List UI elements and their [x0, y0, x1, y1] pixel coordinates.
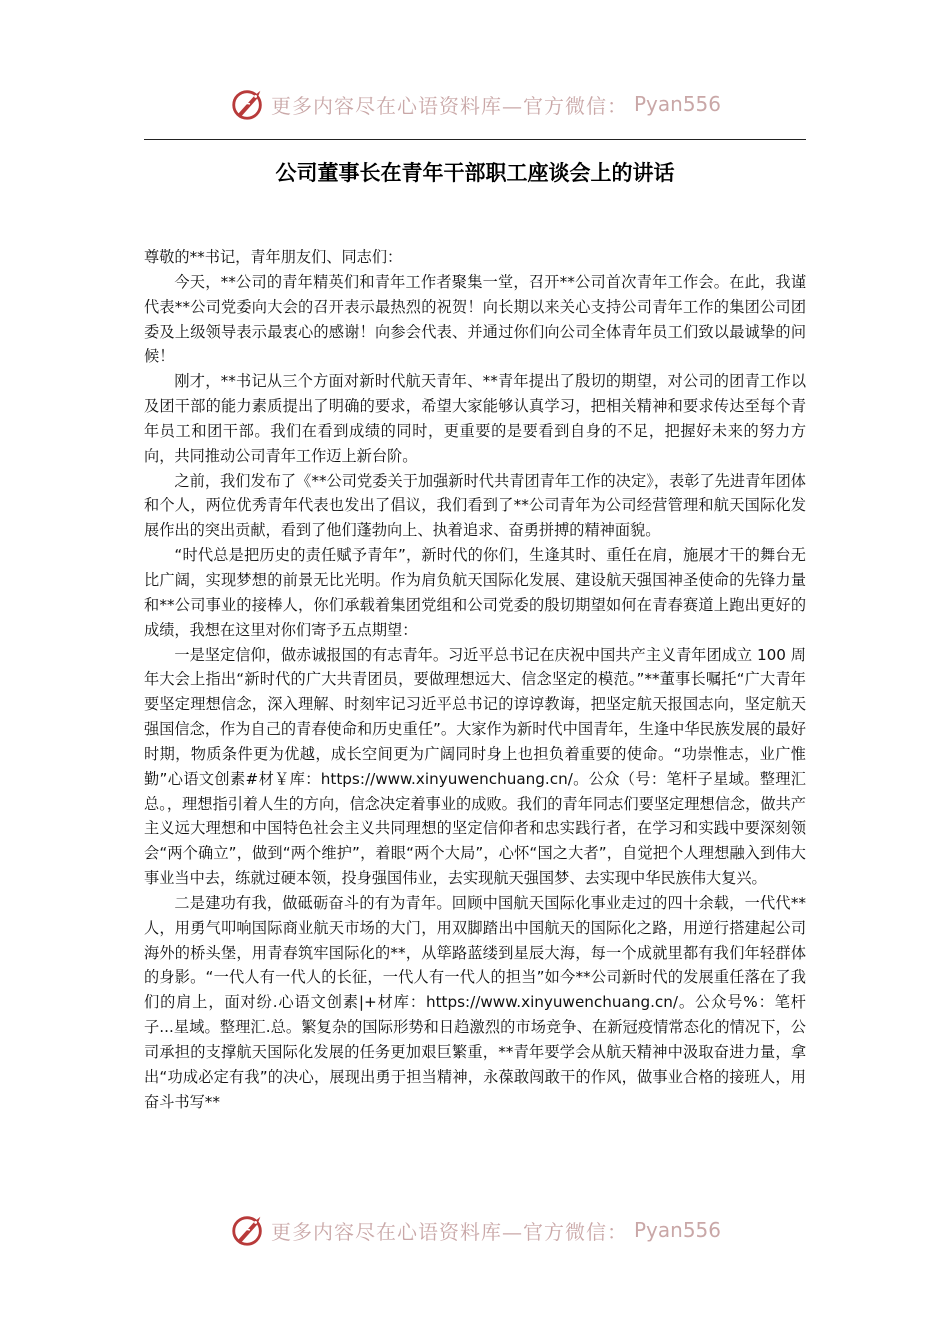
banner-handle: Pyan556	[633, 92, 721, 116]
banner-handle: Pyan556	[633, 1218, 721, 1242]
page-title: 公司董事长在青年干部职工座谈会上的讲话	[275, 161, 675, 185]
paragraph: 刚才，**书记从三个方面对新时代航天青年、**青年提出了殷切的期望，对公司的团青工作以及团干部的能力素质提出了明确的要求，希望大家能够认真学习，把相关精神和要求传达至每个青年员工和团干部。我们在看到成绩的同时，更重要的是要看到自身的不足，把握好未来的努力方向，共同推动公司青年工作迈上新台阶。	[144, 372, 806, 465]
document-body	[144, 245, 806, 1115]
footer-banner	[0, 1208, 950, 1252]
paragraph: 之前，我们发布了《**公司党委关于加强新时代共青团青年工作的决定》，表彰了先进青年团体和个人，两位优秀青年代表也发出了倡议，我们看到了**公司青年为公司经营管理和航天国际化发展作出的突出贡献，看到了他们蓬勃向上、执着追求、奋勇拼搏的精神面貌。	[144, 471, 806, 540]
paragraph: 一是坚定信仰，做赤诚报国的有志青年。习近平总书记在庆祝中国共产主义青年团成立 100 周年大会上指出“新时代的广大共青团员，要做理想远大、信念坚定的模范。”**董事长嘱托“广大青年要坚定理想信念，深入理解、时刻牢记习近平总书记的谆谆教诲，把坚定航天报国志向，坚定航天强国信念，作为自己的青春使命和历史重任”。大家作为新时代中国青年，生逢中华民族发展的最好时期，物质条件更为优越，成长空间更为广阔同时身上也担负着重要的使命。“功崇惟志，业广惟勤”心语文创素#材￥库：https://www.xinyuwenchuang.cn/。公众（号：笔杆子星域。整理汇总。，理想指引着人生的方向，信念决定着事业的成败。我们的青年同志们要坚定理想信念，做共产主义远大理想和中国特色社会主义共同理想的坚定信仰者和忠实践行者，在学习和实践中要深刻领会“两个确立”，做到“两个维护”，着眼“两个大局”，心怀“国之大者”，自觉把个人理想融入到伟大事业当中去，练就过硬本领，投身强国伟业，去实现航天强国梦、去实现中华民族伟大复兴。	[144, 645, 806, 888]
pen-nib-logo-icon	[229, 85, 267, 123]
paragraph: “时代总是把历史的责任赋予青年”，新时代的你们，生逢其时、重任在肩，施展才干的舞台无比广阔，实现梦想的前景无比光明。作为肩负航天国际化发展、建设航天强国神圣使命的先锋力量和**公司事业的接棒人，你们承载着集团党组和公司党委的殷切期望如何在青春赛道上跑出更好的成绩，我想在这里对你们寄予五点期望：	[144, 546, 806, 639]
header-banner	[0, 82, 950, 126]
paragraph: 今天，**公司的青年精英们和青年工作者聚集一堂，召开**公司首次青年工作会。在此，我谨代表**公司党委向大会的召开表示最热烈的祝贺！向长期以来关心支持公司青年工作的集团公司团委及上级领导表示最衷心的感谢！向参会代表、并通过你们向公司全体青年员工们致以最诚挚的问候！	[144, 272, 806, 366]
salutation: 尊敬的**书记，青年朋友们、同志们：	[144, 248, 403, 266]
paragraph: 二是建功有我，做砥砺奋斗的有为青年。回顾中国航天国际化事业走过的四十余载，一代代**人，用勇气叩响国际商业航天市场的大门，用双脚踏出中国航天的国际化之路，用逆行搭建起公司海外的桥头堡，用青春筑牢国际化的**，从筚路蓝缕到星辰大海，每一个成就里都有我们年轻群体的身影。“一代人有一代人的长征，一代人有一代人的担当”如今**公司新时代的发展重任落在了我们的肩上，面对纷.心语文创素|+材库：https://www.xinyuwenchuang.cn/。公众号%：笔杆子...星域。整理汇.总。繁复杂的国际形势和日趋激烈的市场竞争、在新冠疫情常态化的情况下，公司承担的支撑航天国际化发展的任务更加艰巨繁重，**青年要学会从航天精神中汲取奋进力量，拿出“功成必定有我”的决心，展现出勇于担当精神，永葆敢闯敢干的作风，做事业合格的接班人，用奋斗书写**	[144, 893, 806, 1111]
header-rule	[144, 139, 806, 140]
pen-nib-logo-icon	[229, 1211, 267, 1249]
banner-text: 更多内容尽在心语资料库—官方微信：	[270, 1219, 628, 1244]
banner-text: 更多内容尽在心语资料库—官方微信：	[270, 93, 628, 118]
